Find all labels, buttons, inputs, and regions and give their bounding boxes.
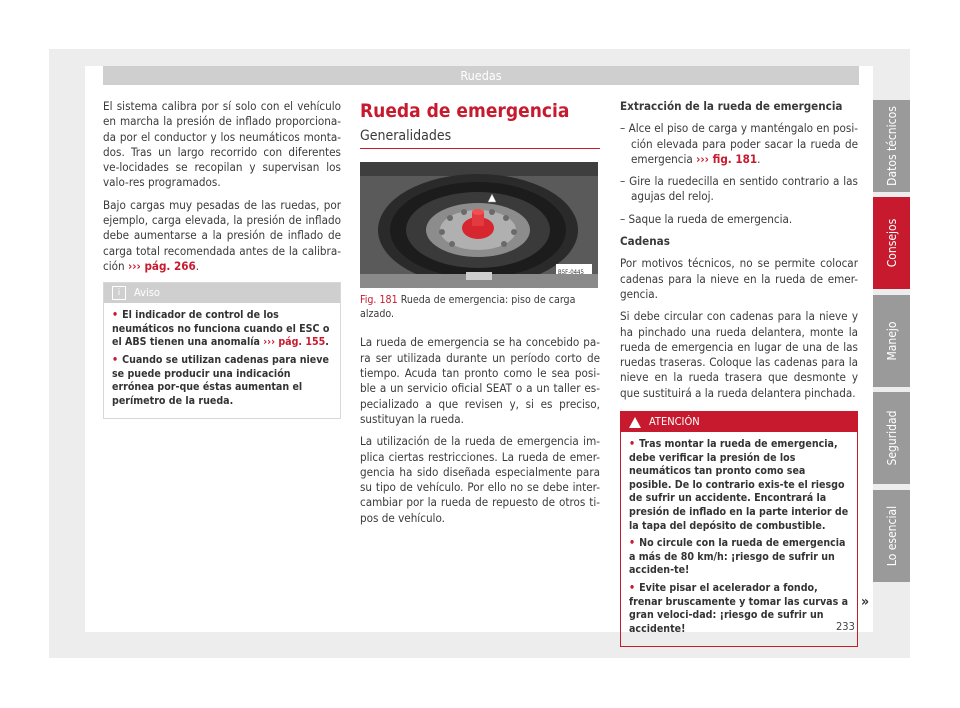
page-link[interactable]: ››› pág. 266 xyxy=(127,258,196,273)
section-title: Rueda de emergencia xyxy=(360,100,570,122)
paragraph: La rueda de emergencia se ha concebido pa-ra ser utilizada durante un período corto de tiempo. Acuda tan pronto como le sea posi-ble a un servicio oficial SEAT o a un taller es-pecializado a que revisen y, si es preciso, sustituyan la rueda. xyxy=(360,335,600,426)
figure-caption: Fig. 181 Rueda de emergencia: piso de carga alzado. xyxy=(360,294,576,320)
bullet-icon: • xyxy=(112,309,119,322)
figure-label: Fig. 181 xyxy=(360,294,398,307)
bullet-icon: • xyxy=(629,537,636,550)
column-1 xyxy=(103,99,341,419)
warning-title: ATENCIÓN xyxy=(649,415,700,429)
tab-consejos[interactable]: Consejos xyxy=(873,197,910,289)
procedure-heading: Extracción de la rueda de emergencia xyxy=(620,99,843,113)
procedure-step: – Gire la ruedecilla en sentido contrario a las agujas del reloj. xyxy=(620,174,858,204)
paragraph: Si debe circular con cadenas para la nieve y ha pinchado una rueda delantera, monte la rueda de emergencia en lugar de una de las ruedas traseras. Coloque las cadenas para la nieve en la rueda trasera que desmonte y que sustituirá a la rueda delantera pinchada. xyxy=(620,309,858,400)
column-3 xyxy=(620,99,858,647)
paragraph: Bajo cargas muy pesadas de las ruedas, por ejemplo, carga elevada, la presión de inflado debe aumentarse a la presión de inflado de carga total recomendada antes de la calibra-ción ››› pág. 266. xyxy=(103,197,341,273)
warning-box xyxy=(620,411,858,647)
page-number: 233 xyxy=(836,620,855,633)
subheading-cadenas: Cadenas xyxy=(620,234,670,249)
paragraph: El sistema calibra por sí solo con el vehículo en marcha la presión de inflado proporciona-da por el conductor y los neumáticos monta-dos. Tras un largo recorrido con diferentes ve-locidades se recopilan y supervisan los valo-res programados. xyxy=(103,99,341,190)
warning-item: • Tras montar la rueda de emergencia, debe verificar la presión de los neumáticos tan pronto como sea posible. De lo contrario exis-te el riesgo de sufrir un accidente. Encontrará la presión de inflado en la parte interior de la tapa del depósito de combustible. xyxy=(629,438,849,532)
figure-image xyxy=(360,162,598,288)
bullet-icon: • xyxy=(629,438,636,451)
warning-icon xyxy=(629,417,641,428)
note-body xyxy=(104,303,340,418)
note-box-header xyxy=(104,283,340,303)
note-item: • El indicador de control de los neumáticos no funciona cuando el ESC o el ABS tienen una anomalía ››› pág. 155. xyxy=(112,309,330,349)
tab-manejo[interactable]: Manejo xyxy=(873,295,910,387)
note-item: • Cuando se utilizan cadenas para nieve se puede producir una indicación errónea por-que éstas aumentan el perímetro de la rueda. xyxy=(112,354,329,407)
continue-marker: » xyxy=(861,594,870,610)
paragraph: Por motivos técnicos, no se permite colocar cadenas para la nieve en la rueda de emer-gencia. xyxy=(620,256,858,301)
warning-item: • Evite pisar el acelerador a fondo, frenar bruscamente y tomar las curvas a gran veloci-dad: ¡riesgo de sufrir un accidente! xyxy=(629,581,849,635)
figure-code: B5F-0445 xyxy=(558,269,584,277)
subsection-title: Generalidades xyxy=(360,129,600,149)
note-title: Aviso xyxy=(134,286,160,300)
warning-body xyxy=(621,432,857,646)
figure-link[interactable]: ››› fig. 181 xyxy=(696,151,758,166)
procedure-step: – Saque la rueda de emergencia. xyxy=(620,211,793,226)
tab-datos-tecnicos[interactable]: Datos técnicos xyxy=(873,100,910,192)
section-header: Ruedas xyxy=(103,66,859,85)
info-icon: i xyxy=(112,286,126,300)
tab-lo-esencial[interactable]: Lo esencial xyxy=(873,490,910,582)
bullet-icon: • xyxy=(112,354,119,367)
page-link[interactable]: ››› pág. 155 xyxy=(263,336,326,349)
warning-item: • No circule con la rueda de emergencia a más de 80 km/h: ¡riesgo de sufrir un acciden-te! xyxy=(629,537,846,577)
warning-box-header xyxy=(621,412,857,432)
procedure-step: – Alce el piso de carga y manténgalo en posi-ción elevada para poder sacar la rueda de emergencia ››› fig. 181. xyxy=(620,121,858,166)
column-2 xyxy=(360,99,600,533)
bullet-icon: • xyxy=(629,581,636,594)
tab-seguridad[interactable]: Seguridad xyxy=(873,392,910,484)
paragraph: La utilización de la rueda de emergencia im-plica ciertas restricciones. La rueda de emer-gencia ha sido diseñada especialmente para su tipo de vehículo. Por ello no se debe inter-cambiar por la rueda de repuesto de otros ti-pos de vehículo. xyxy=(360,434,600,525)
note-box xyxy=(103,282,341,419)
